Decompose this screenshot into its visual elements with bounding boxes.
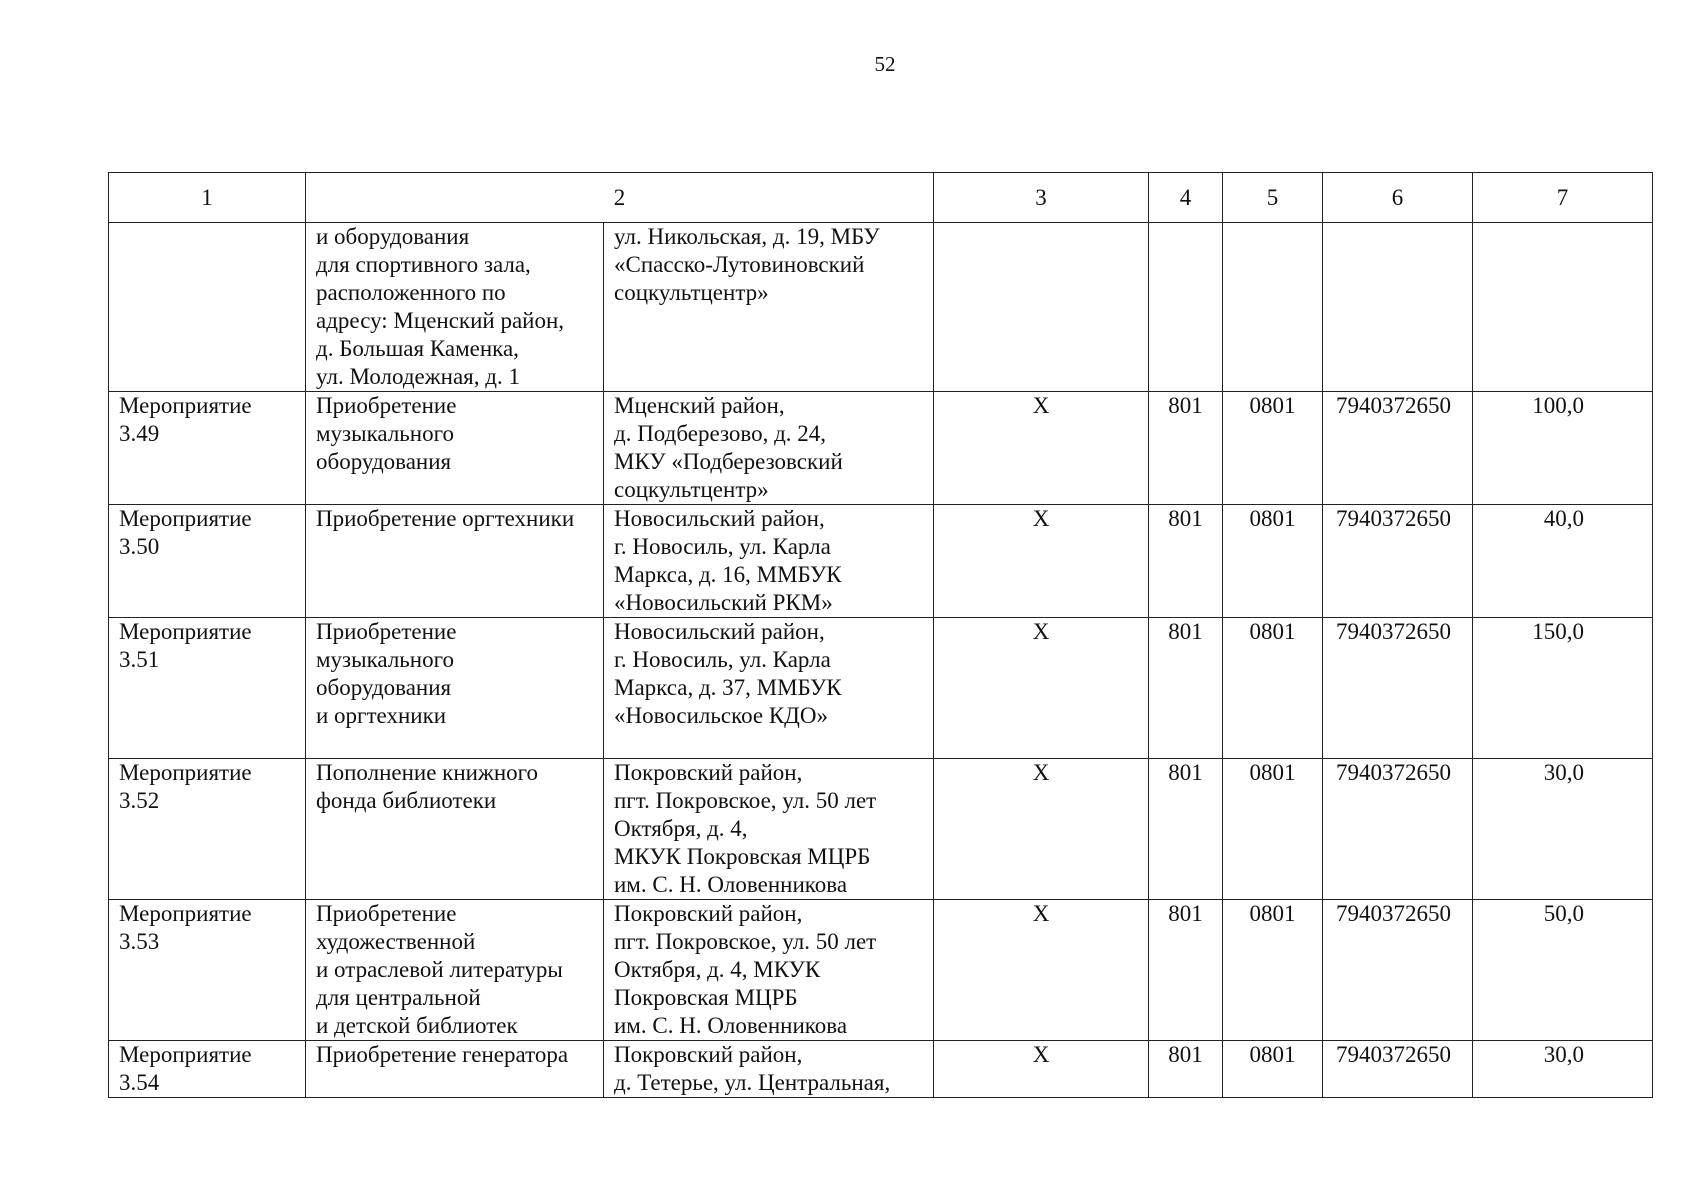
row-col3-cell: Х <box>934 759 1149 900</box>
row-location-cell: Новосильский район, г. Новосиль, ул. Карла Маркса, д. 16, ММБУК «Новосильский РКМ» <box>604 505 934 618</box>
row-id-cell: Мероприятие 3.54 <box>109 1041 306 1098</box>
row-id-cell <box>109 223 306 392</box>
header-cell-3: 3 <box>934 173 1149 223</box>
row-id-cell: Мероприятие 3.52 <box>109 759 306 900</box>
row-col7-cell: 150,0 <box>1473 618 1653 759</box>
row-col3-cell <box>934 223 1149 392</box>
row-col3-cell: Х <box>934 900 1149 1041</box>
row-location-cell: Покровский район, пгт. Покровское, ул. 50 лет Октября, д. 4, МКУК Покровская МЦРБ им. С. Н. Оловенникова <box>604 900 934 1041</box>
row-location-cell: Мценский район, д. Подберезово, д. 24, МКУ «Подберезовский соцкультцентр» <box>604 392 934 505</box>
row-col4-cell: 801 <box>1149 392 1223 505</box>
row-name-cell: Приобретение музыкального оборудования и оргтехники <box>306 618 604 759</box>
row-col4-cell <box>1149 223 1223 392</box>
table-row <box>109 505 1653 618</box>
row-name-cell: Пополнение книжного фонда библиотеки <box>306 759 604 900</box>
table-row <box>109 392 1653 505</box>
row-id-cell: Мероприятие 3.53 <box>109 900 306 1041</box>
row-name-cell: Приобретение музыкального оборудования <box>306 392 604 505</box>
row-id-cell: Мероприятие 3.50 <box>109 505 306 618</box>
row-col7-cell: 30,0 <box>1473 759 1653 900</box>
row-col3-cell: Х <box>934 505 1149 618</box>
row-col6-cell: 7940372650 <box>1323 900 1473 1041</box>
row-name-cell: Приобретение художественной и отраслевой литературы для центральной и детской библиотек <box>306 900 604 1041</box>
row-col4-cell: 801 <box>1149 759 1223 900</box>
row-col4-cell: 801 <box>1149 618 1223 759</box>
row-location-cell: ул. Никольская, д. 19, МБУ «Спасско-Лутовиновский соцкультцентр» <box>604 223 934 392</box>
table-row-continuation <box>109 223 1653 392</box>
row-col4-cell: 801 <box>1149 1041 1223 1098</box>
row-col3-cell: Х <box>934 1041 1149 1098</box>
row-id-cell: Мероприятие 3.49 <box>109 392 306 505</box>
row-col6-cell: 7940372650 <box>1323 759 1473 900</box>
table-row <box>109 1041 1653 1098</box>
header-cell-6: 6 <box>1323 173 1473 223</box>
table-header-row <box>109 173 1653 223</box>
row-col3-cell: Х <box>934 392 1149 505</box>
row-col6-cell <box>1323 223 1473 392</box>
header-cell-2: 2 <box>306 173 934 223</box>
row-name-cell: Приобретение генератора <box>306 1041 604 1098</box>
row-col3-cell: Х <box>934 618 1149 759</box>
row-col4-cell: 801 <box>1149 900 1223 1041</box>
row-col5-cell: 0801 <box>1223 900 1323 1041</box>
header-cell-1: 1 <box>109 173 306 223</box>
row-col5-cell <box>1223 223 1323 392</box>
row-location-cell: Покровский район, д. Тетерье, ул. Центральная, <box>604 1041 934 1098</box>
table-row <box>109 900 1653 1041</box>
row-location-cell: Новосильский район, г. Новосиль, ул. Карла Маркса, д. 37, ММБУК «Новосильское КДО» <box>604 618 934 759</box>
row-id-cell: Мероприятие 3.51 <box>109 618 306 759</box>
data-table <box>108 172 1653 1098</box>
row-name-cell: Приобретение оргтехники <box>306 505 604 618</box>
row-col7-cell: 100,0 <box>1473 392 1653 505</box>
row-col7-cell: 40,0 <box>1473 505 1653 618</box>
row-col4-cell: 801 <box>1149 505 1223 618</box>
row-col5-cell: 0801 <box>1223 618 1323 759</box>
row-col6-cell: 7940372650 <box>1323 1041 1473 1098</box>
table-row <box>109 759 1653 900</box>
row-col6-cell: 7940372650 <box>1323 392 1473 505</box>
table-row <box>109 618 1653 759</box>
row-location-cell: Покровский район, пгт. Покровское, ул. 50 лет Октября, д. 4, МКУК Покровская МЦРБ им. С. Н. Оловенникова <box>604 759 934 900</box>
row-col7-cell: 30,0 <box>1473 1041 1653 1098</box>
row-col7-cell: 50,0 <box>1473 900 1653 1041</box>
header-cell-7: 7 <box>1473 173 1653 223</box>
page-number: 52 <box>874 52 896 76</box>
row-col5-cell: 0801 <box>1223 1041 1323 1098</box>
row-col7-cell <box>1473 223 1653 392</box>
row-col5-cell: 0801 <box>1223 505 1323 618</box>
row-col6-cell: 7940372650 <box>1323 505 1473 618</box>
row-col5-cell: 0801 <box>1223 759 1323 900</box>
row-col5-cell: 0801 <box>1223 392 1323 505</box>
row-name-cell: и оборудования для спортивного зала, расположенного по адресу: Мценский район, д. Большая Каменка, ул. Молодежная, д. 1 <box>306 223 604 392</box>
header-cell-5: 5 <box>1223 173 1323 223</box>
row-col6-cell: 7940372650 <box>1323 618 1473 759</box>
header-cell-4: 4 <box>1149 173 1223 223</box>
